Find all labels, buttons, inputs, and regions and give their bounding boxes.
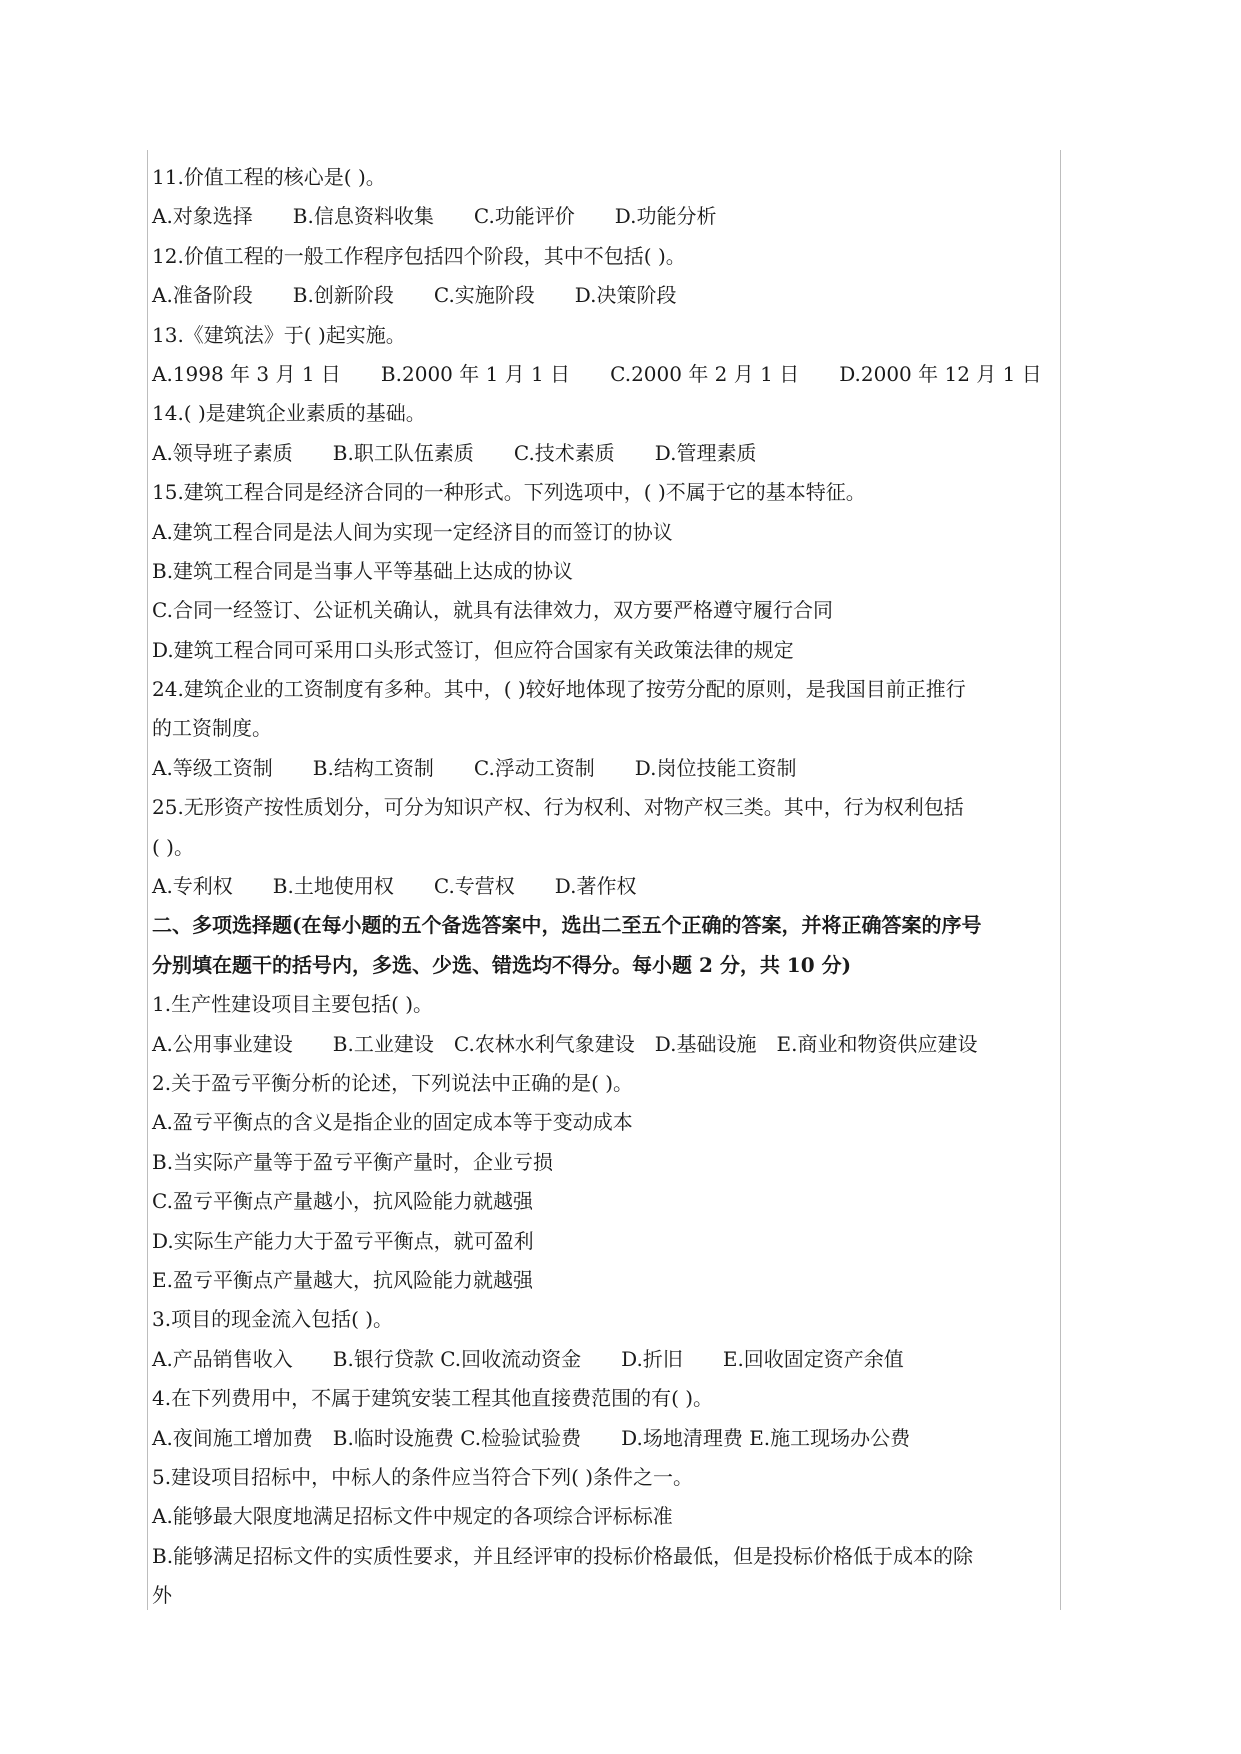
question-12-options: A.准备阶段 B.创新阶段 C.实施阶段 D.决策阶段 [152, 283, 677, 308]
mc-question-4: 4.在下列费用中，不属于建筑安装工程其他直接费范围的有( )。 [152, 1386, 714, 1411]
question-14-options: A.领导班子素质 B.职工队伍素质 C.技术素质 D.管理素质 [152, 440, 757, 465]
mc-question-2-option-a: A.盈亏平衡点的含义是指企业的固定成本等于变动成本 [152, 1110, 633, 1135]
question-25-continued: ( )。 [152, 834, 194, 859]
question-15-option-b: B.建筑工程合同是当事人平等基础上达成的协议 [152, 558, 574, 583]
mc-question-1: 1.生产性建设项目主要包括( )。 [152, 992, 434, 1017]
question-15-option-d: D.建筑工程合同可采用口头形式签订，但应符合国家有关政策法律的规定 [152, 637, 794, 662]
mc-question-1-options: A.公用事业建设 B.工业建设 C.农林水利气象建设 D.基础设施 E.商业和物资供应建设 [152, 1031, 978, 1056]
mc-question-5-option-a: A.能够最大限度地满足招标文件中规定的各项综合评标标准 [152, 1504, 673, 1529]
mc-question-4-options: A.夜间施工增加费 B.临时设施费 C.检验试验费 D.场地清理费 E.施工现场办公费 [152, 1425, 911, 1450]
mc-question-2: 2.关于盈亏平衡分析的论述，下列说法中正确的是( )。 [152, 1070, 634, 1095]
question-15-option-c: C.合同一经签订、公证机关确认，就具有法律效力，双方要严格遵守履行合同 [152, 598, 833, 623]
mc-question-5-option-b: B.能够满足招标文件的实质性要求，并且经评审的投标价格最低，但是投标价格低于成本的除 [152, 1543, 974, 1568]
question-24-continued: 的工资制度。 [152, 716, 272, 741]
question-13: 13.《建筑法》于( )起实施。 [152, 322, 406, 347]
exam-content [152, 158, 1060, 1615]
question-12: 12.价值工程的一般工作程序包括四个阶段，其中不包括( )。 [152, 243, 686, 268]
mc-question-2-option-e: E.盈亏平衡点产量越大，抗风险能力就越强 [152, 1267, 533, 1292]
question-13-options: A.1998 年 3 月 1 日 B.2000 年 1 月 1 日 C.2000 年 2 月 1 日 D.2000 年 12 月 1 日 [152, 361, 1042, 386]
question-15-option-a: A.建筑工程合同是法人间为实现一定经济目的而签订的协议 [152, 519, 673, 544]
mc-question-5: 5.建设项目招标中，中标人的条件应当符合下列( )条件之一。 [152, 1464, 694, 1489]
question-14: 14.( )是建筑企业素质的基础。 [152, 401, 426, 426]
question-11: 11.价值工程的核心是( )。 [152, 165, 386, 189]
question-15: 15.建筑工程合同是经济合同的一种形式。下列选项中，( )不属于它的基本特征。 [152, 480, 866, 505]
question-25: 25.无形资产按性质划分，可分为知识产权、行为权利、对物产权三类。其中，行为权利包括 [152, 795, 964, 820]
section-heading: 二、多项选择题(在每小题的五个备选答案中，选出二至五个正确的答案，并将正确答案的序号 [152, 913, 982, 938]
question-24: 24.建筑企业的工资制度有多种。其中，( )较好地体现了按劳分配的原则，是我国目前正推行 [152, 677, 966, 702]
section-heading-continued: 分别填在题干的括号内，多选、少选、错选均不得分。每小题 2 分，共 10 分) [152, 952, 852, 977]
mc-question-5-option-b-continued: 外 [152, 1583, 172, 1608]
mc-question-2-option-c: C.盈亏平衡点产量越小，抗风险能力就越强 [152, 1189, 533, 1214]
mc-question-3-options: A.产品销售收入 B.银行贷款 C.回收流动资金 D.折旧 E.回收固定资产余值 [152, 1346, 904, 1371]
mc-question-2-option-b: B.当实际产量等于盈亏平衡产量时，企业亏损 [152, 1149, 554, 1174]
question-25-options: A.专利权 B.土地使用权 C.专营权 D.著作权 [152, 874, 637, 899]
question-11-options: A.对象选择 B.信息资料收集 C.功能评价 D.功能分析 [152, 204, 717, 229]
question-24-options: A.等级工资制 B.结构工资制 C.浮动工资制 D.岗位技能工资制 [152, 755, 797, 780]
mc-question-2-option-d: D.实际生产能力大于盈亏平衡点，就可盈利 [152, 1228, 534, 1253]
mc-question-3: 3.项目的现金流入包括( )。 [152, 1307, 394, 1332]
